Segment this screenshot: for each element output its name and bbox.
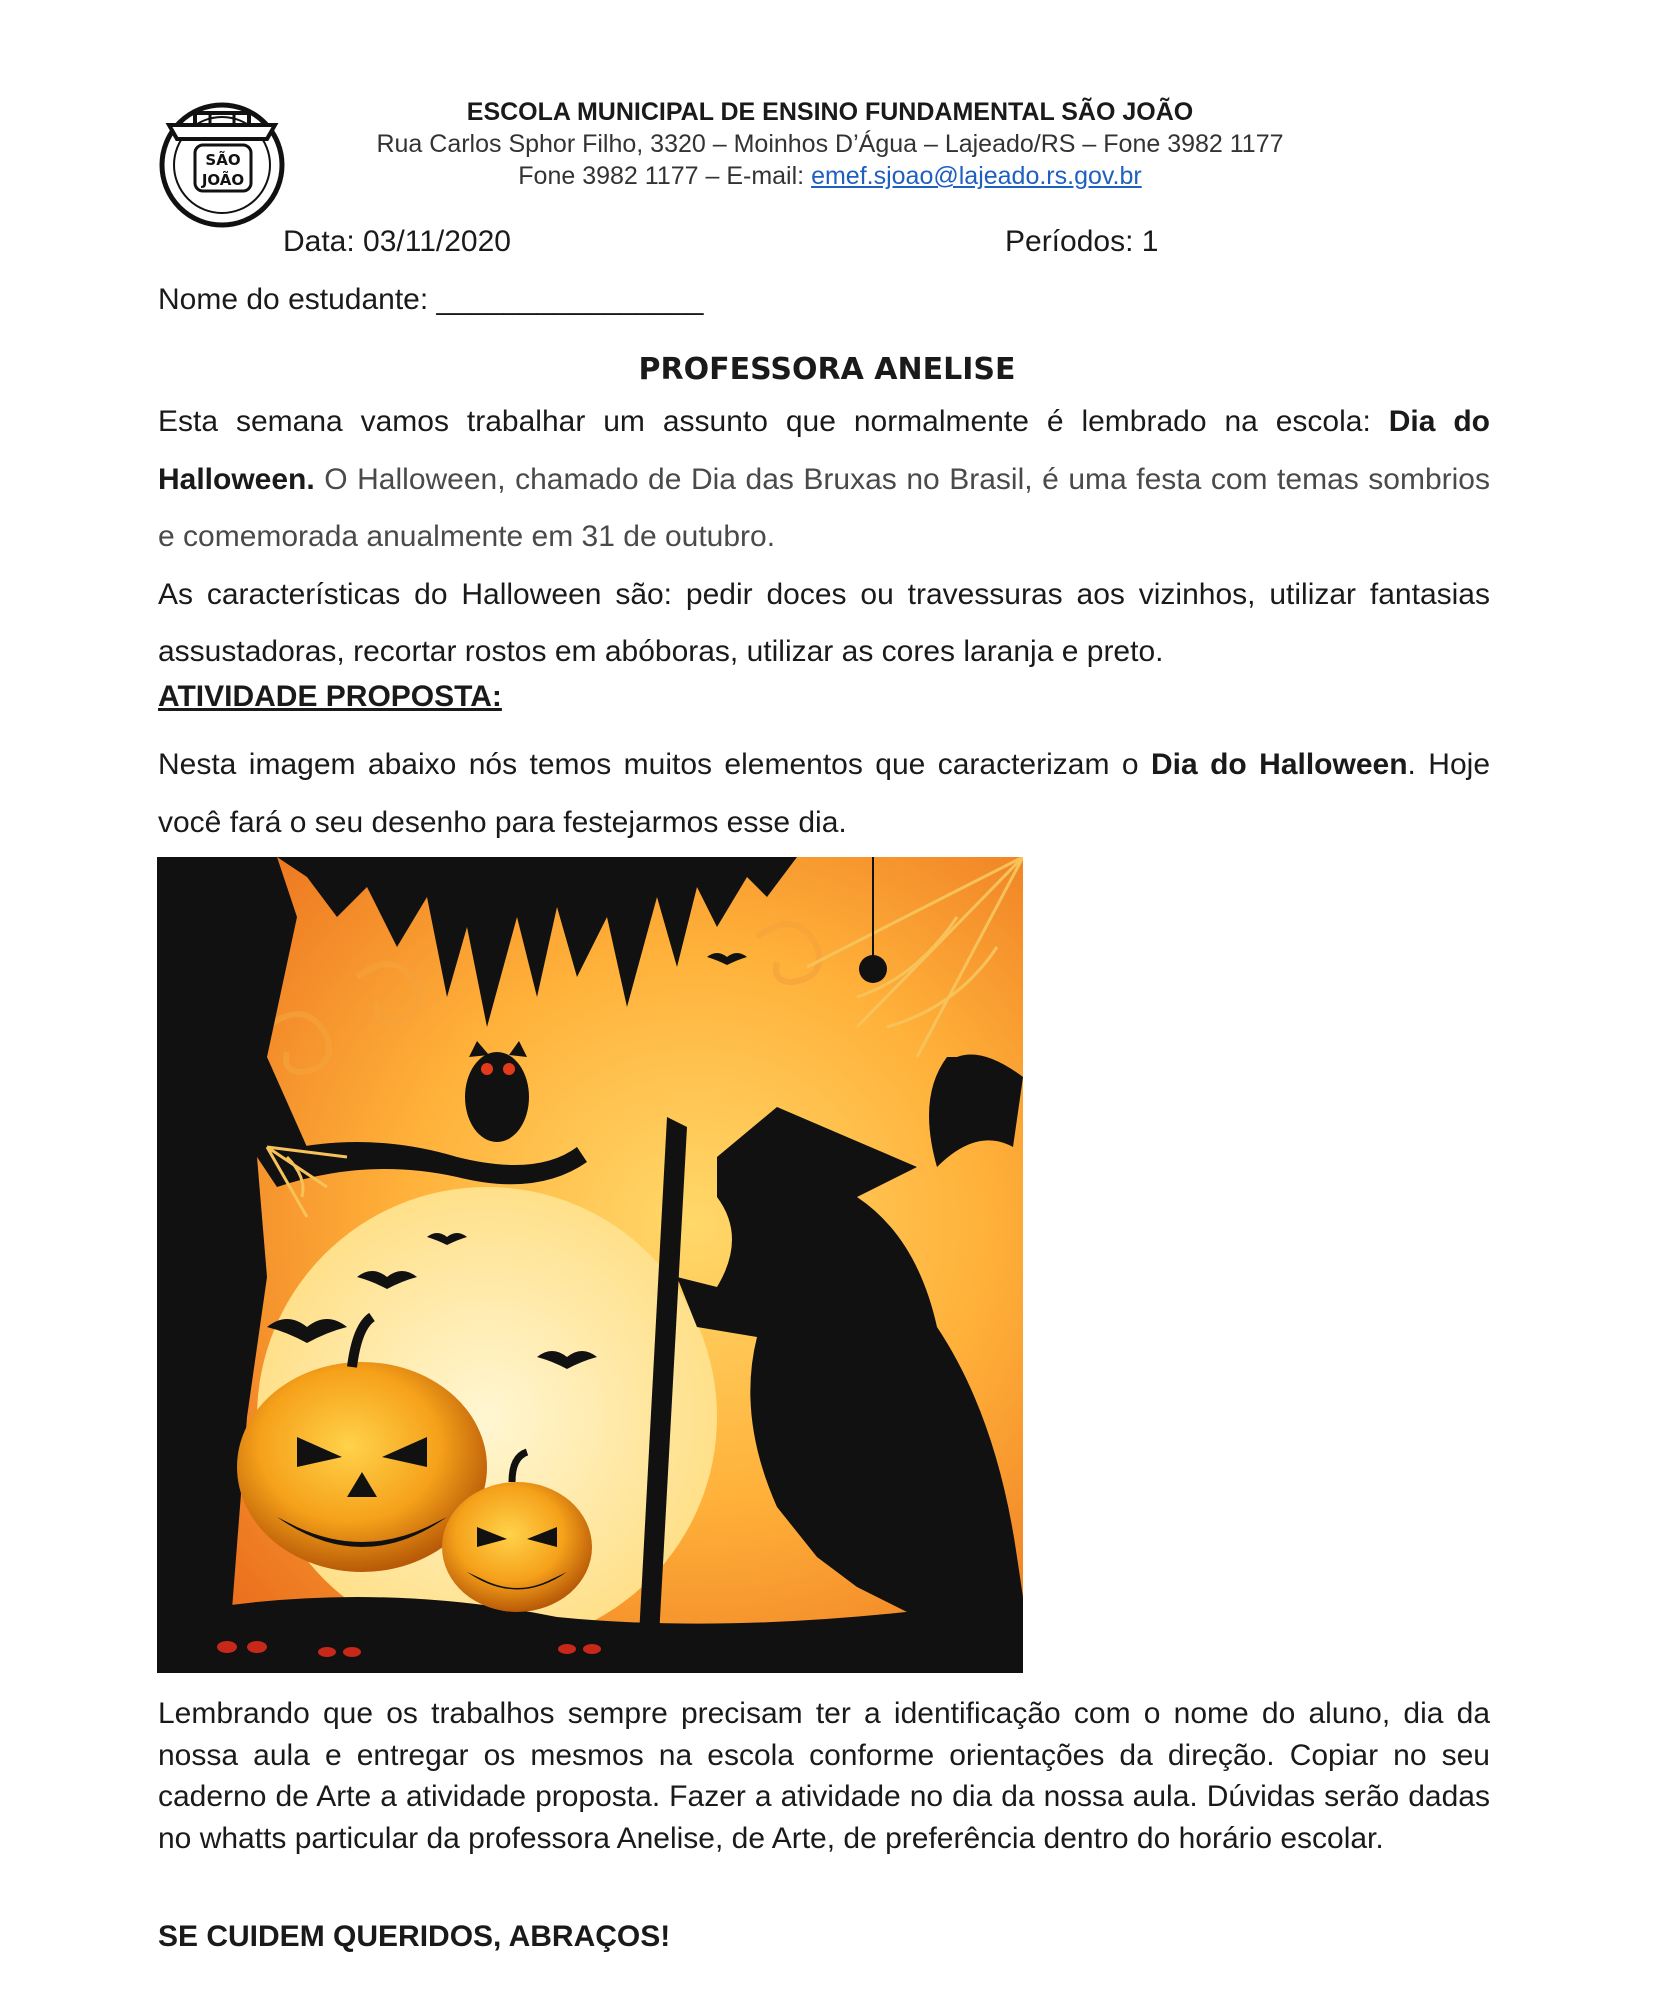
school-logo bbox=[155, 95, 290, 230]
intro-text-1: Esta semana vamos trabalhar um assunto que normalmente é lembrado na escola: bbox=[158, 405, 1389, 438]
school-name: ESCOLA MUNICIPAL DE ENSINO FUNDAMENTAL SÃO JOÃO bbox=[466, 98, 1194, 126]
intro-bold-halloween: Dia do Halloween. bbox=[158, 405, 1490, 496]
logo-text-top: SÃO bbox=[205, 151, 241, 169]
reminder-paragraph: Lembrando que os trabalhos sempre precisam ter a identificação com o nome do aluno, dia da nossa aula e entregar os mesmos na escola conforme orientações da direção. Copiar no seu caderno de Arte a atividade proposta. Fazer a atividade no dia da nossa aula. Dúvidas serão dadas no whatts particular da professora Anelise, de Arte, de preferência dentro do horário escolar. bbox=[158, 1697, 1490, 1855]
teacher-heading: PROFESSORA ANELISE bbox=[638, 352, 1016, 387]
activity-title: ATIVIDADE PROPOSTA: bbox=[158, 680, 502, 713]
activity-instructions bbox=[158, 736, 1490, 851]
intro-text-3: As características do Halloween são: pedir doces ou travessuras aos vizinhos, utilizar fantasias assustadoras, recortar rostos em abóboras, utilizar as cores laranja e preto. bbox=[158, 577, 1490, 668]
email-link[interactable]: emef.sjoao@lajeado.rs.gov.br bbox=[811, 162, 1142, 190]
activity-text-2: . Hoje você fará o seu desenho para festejarmos esse dia. bbox=[158, 748, 1491, 839]
logo-text-bottom: JOÃO bbox=[201, 171, 245, 189]
activity-text-1: Nesta imagem abaixo nós temos muitos elementos que caracterizam o bbox=[158, 748, 1151, 781]
owl-icon bbox=[465, 1041, 529, 1142]
school-contact bbox=[300, 162, 1360, 191]
date-field: Data: 03/11/2020 bbox=[283, 225, 511, 258]
intro-paragraph bbox=[158, 393, 1490, 681]
student-name-field: Nome do estudante: ________________ bbox=[158, 283, 704, 316]
halloween-illustration bbox=[157, 857, 1023, 1673]
periods-field: Períodos: 1 bbox=[1005, 225, 1159, 258]
intro-text-2: O Halloween, chamado de Dia das Bruxas no Brasil, é uma festa com temas sombrios e comemorada anualmente em 31 de outubro. bbox=[158, 462, 1490, 553]
school-address: Rua Carlos Sphor Filho, 3320 – Moinhos D’Água – Lajeado/RS – Fone 3982 1177 bbox=[376, 130, 1284, 158]
contact-prefix: Fone 3982 1177 – E-mail: bbox=[518, 162, 812, 190]
closing-text: SE CUIDEM QUERIDOS, ABRAÇOS! bbox=[158, 1920, 671, 1953]
spider-icon bbox=[859, 955, 887, 983]
activity-bold: Dia do Halloween bbox=[1150, 748, 1408, 781]
